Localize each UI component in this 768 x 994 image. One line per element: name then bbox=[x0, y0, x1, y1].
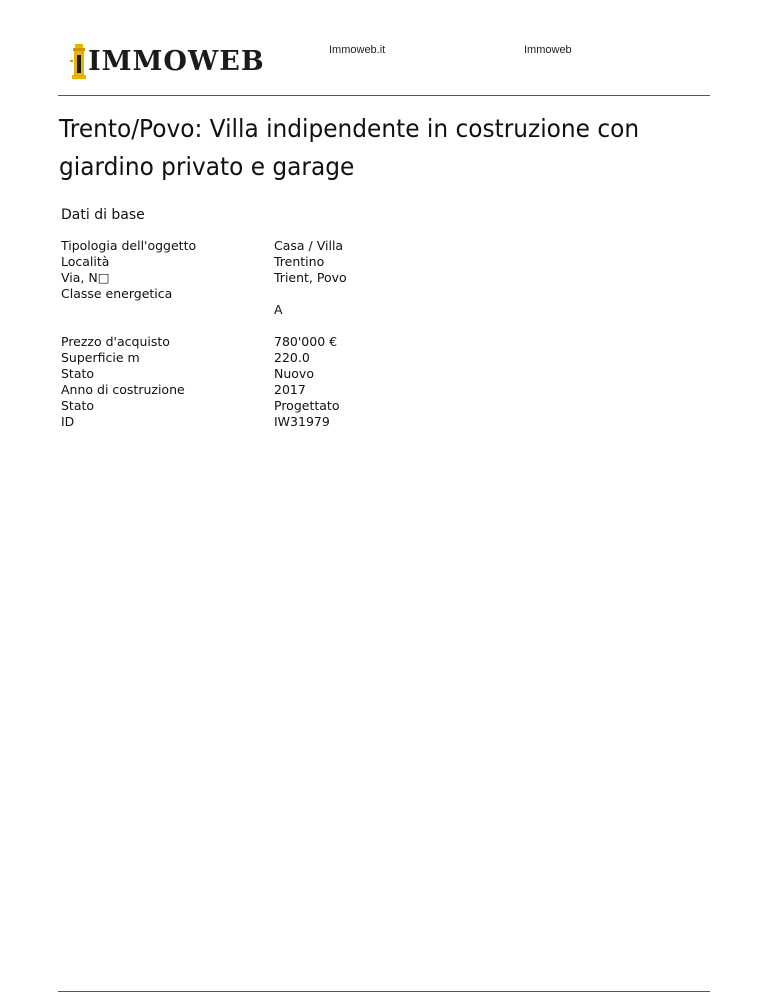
header-link-immoweb[interactable]: Immoweb bbox=[524, 44, 572, 56]
field-label: Tipologia dell'oggetto bbox=[61, 238, 197, 253]
field-value: Casa / Villa bbox=[274, 238, 344, 253]
field-label: ID bbox=[61, 414, 75, 429]
footer-divider bbox=[58, 991, 710, 992]
field-value: 2017 bbox=[274, 382, 306, 397]
logo-wordmark: IMMOWEB bbox=[88, 46, 265, 77]
immoweb-logo[interactable] bbox=[66, 40, 266, 82]
field-label: Via, N□ bbox=[61, 270, 110, 285]
field-label: Anno di costruzione bbox=[61, 382, 185, 397]
field-label: Località bbox=[61, 254, 110, 269]
field-label: Superficie m bbox=[61, 350, 140, 365]
page-title: Trento/Povo: Villa indipendente in costruzione con giardino privato e garage bbox=[59, 114, 640, 181]
energy-class-value: A bbox=[274, 302, 283, 317]
field-value: 220.0 bbox=[274, 350, 310, 365]
section-title-base-data: Dati di base bbox=[61, 207, 145, 223]
header-link-immoweb-it[interactable]: Immoweb.it bbox=[329, 44, 386, 56]
logo-tower-icon bbox=[70, 42, 88, 84]
header-divider bbox=[58, 95, 710, 96]
field-label: Stato bbox=[61, 366, 95, 381]
field-label: Classe energetica bbox=[61, 286, 173, 301]
field-value: IW31979 bbox=[274, 414, 330, 429]
field-value: Progettato bbox=[274, 398, 340, 413]
field-label: Stato bbox=[61, 398, 95, 413]
field-value: Trient, Povo bbox=[274, 270, 347, 285]
field-label: Prezzo d'acquisto bbox=[61, 334, 170, 349]
field-value: Nuovo bbox=[274, 366, 314, 381]
field-value: Trentino bbox=[274, 254, 325, 269]
field-value: 780'000 € bbox=[274, 334, 338, 349]
page-header bbox=[58, 36, 710, 94]
